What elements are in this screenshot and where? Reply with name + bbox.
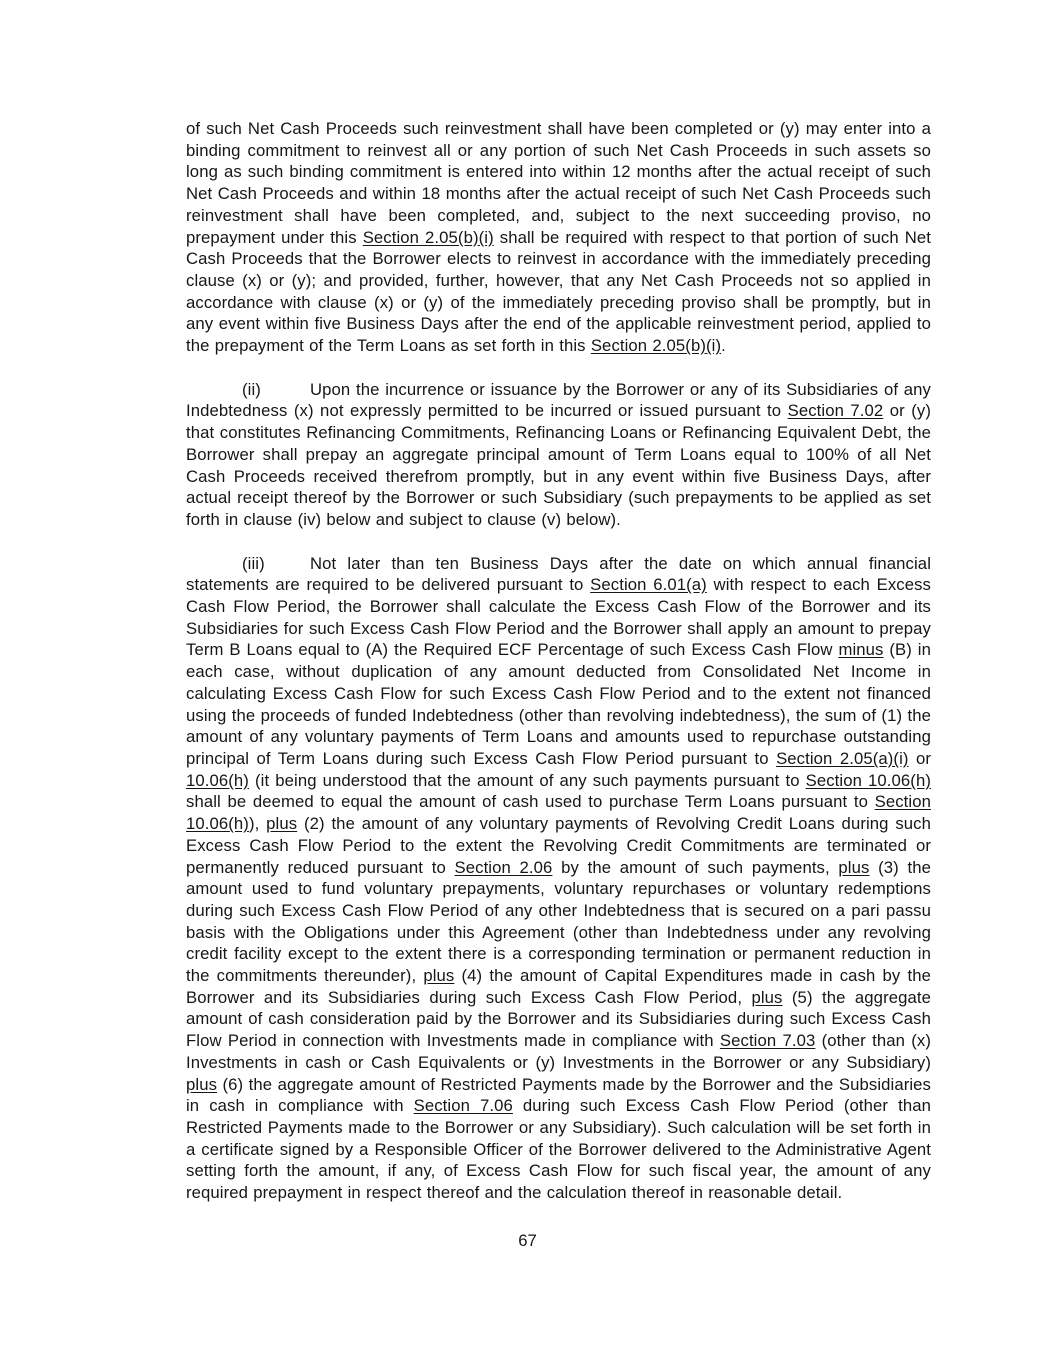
section-reference: Section 2.05(a)(i): [776, 748, 909, 768]
section-reference: plus: [838, 857, 870, 877]
section-reference: plus: [751, 987, 783, 1007]
section-reference: Section 2.05(b)(i): [362, 227, 494, 247]
section-reference: Section 10.06(h): [805, 770, 931, 790]
text-run: (4) the amount of Capital Expenditures made in cash by the Borrower and its Subsidiaries during such Excess Cash Flow Period,: [186, 966, 931, 1007]
text-run: (5) the aggregate amount of cash consideration paid by the Borrower and its Subsidiaries during such Excess Cash Flow Period in connection with Investments made in compliance with: [186, 987, 931, 1051]
section-reference: 10.06(h): [186, 770, 249, 790]
section-reference: Section 7.03: [719, 1031, 816, 1051]
section-reference: Section 7.02: [787, 401, 884, 421]
text-run: (B) in each case, without duplication of any amount deducted from Consolidated Net Income in calculating Excess Cash Flow for such Excess Cash Flow Period and to the extent not financed using the proceeds of funded Indebtedness (other than revolving indebtedness), the sum of (1) the amount of any voluntary payments of Term Loans and amounts used to repurchase outstanding principal of Term Loans during such Excess Cash Flow Period pursuant to: [186, 640, 931, 768]
section-reference: Section 7.06: [413, 1096, 513, 1116]
text-run: shall be deemed to equal the amount of cash used to purchase Term Loans pursuant to: [186, 792, 875, 812]
section-reference: plus: [186, 1074, 218, 1094]
text-run: (3) the amount used to fund voluntary prepayments, voluntary repurchases or voluntary redemptions during such Excess Cash Flow Period of any other Indebtedness that is secured on a pari passu basis with the Obligations under this Agreement (other than Indebtedness under any revolving credit facility except to the extent there is a corresponding termination or permanent reduction in the commitments thereunder),: [186, 857, 931, 986]
section-reference: Section 2.05(b)(i): [590, 336, 722, 356]
text-run: during such Excess Cash Flow Period (other than Restricted Payments made to the Borrower or any Subsidiary). Such calculation will be set forth in a certificate signed by a Responsible Officer of the Borrower delivered to the Administrative Agent setting forth the amount, if any, of Excess Cash Flow for such fiscal year, the amount of any required prepayment in respect thereof and the calculation thereof in reasonable detail.: [186, 1096, 931, 1203]
paragraph-label: (iii): [242, 553, 265, 573]
text-run: Not later than ten Business Days after the date on which annual financial statements are required to be delivered pursuant to: [186, 553, 931, 595]
text-run: (6) the aggregate amount of Restricted Payments made by the Borrower and the Subsidiaries in cash in compliance with: [186, 1074, 931, 1116]
text-run: ),: [248, 814, 267, 834]
text-run: (it being understood that the amount of any such payments pursuant to: [248, 770, 806, 790]
section-reference: Section 2.06: [454, 857, 553, 877]
paragraph: [186, 553, 931, 1204]
section-reference: plus: [423, 966, 455, 986]
text-run: by the amount of such payments,: [552, 857, 839, 877]
section-reference: Section 10.06(h): [186, 792, 931, 834]
text-run: or: [908, 748, 932, 768]
text-run: (2) the amount of any voluntary payments of Revolving Credit Loans during such Excess Cash Flow Period to the extent the Revolving Credit Commitments are terminated or permanently reduced pursuant to: [186, 814, 931, 877]
page-number: 67: [518, 1230, 537, 1250]
paragraph: [186, 379, 931, 531]
section-reference: plus: [266, 814, 298, 834]
text-run: of such Net Cash Proceeds such reinvestment shall have been completed or (y) may enter into a binding commitment to reinvest all or any portion of such Net Cash Proceeds in such assets so long as such binding commitment is entered into within 12 months after the actual receipt of such Net Cash Proceeds and within 18 months after the actual receipt of such Net Cash Proceeds such reinvestment shall have been completed, and, subject to the next succeeding proviso, no prepayment under this: [186, 119, 931, 247]
text-run: shall be required with respect to that portion of such Net Cash Proceeds that the Borrower elects to reinvest in accordance with the immediately preceding clause (x) or (y); and provided, further, however, that any Net Cash Proceeds not so applied in accordance with clause (x) or (y) of the immediately preceding proviso shall be promptly, but in any event within five Business Days after the end of the applicable reinvestment period, applied to the prepayment of the Term Loans as set forth in this: [186, 227, 931, 356]
paragraph: [186, 118, 931, 357]
text-run: Upon the incurrence or issuance by the Borrower or any of its Subsidiaries of any Indebtedness (x) not expressly permitted to be incurred or issued pursuant to: [186, 379, 931, 421]
paragraph-label: (ii): [242, 379, 261, 399]
section-reference: Section 6.01(a): [590, 575, 707, 595]
paragraphs: [186, 118, 931, 1204]
text-run: .: [721, 336, 726, 356]
text-run: or (y) that constitutes Refinancing Commitments, Refinancing Loans or Refinancing Equivalent Debt, the Borrower shall prepay an aggregate principal amount of Term Loans equal to 100% of all Net Cash Proceeds received therefrom promptly, but in any event within five Business Days, after actual receipt thereof by the Borrower or such Subsidiary (such prepayments to be applied as set forth in clause (iv) below and subject to clause (v) below).: [186, 401, 931, 529]
text-run: with respect to each Excess Cash Flow Period, the Borrower shall calculate the Excess Cash Flow of the Borrower and its Subsidiaries for such Excess Cash Flow Period and the Borrower shall apply an amount to prepay Term B Loans equal to (A) the Required ECF Percentage of such Excess Cash Flow: [186, 575, 932, 660]
section-reference: minus: [838, 640, 884, 660]
text-run: (other than (x) Investments in cash or Cash Equivalents or (y) Investments in the Borrower or any Subsidiary): [186, 1031, 931, 1072]
